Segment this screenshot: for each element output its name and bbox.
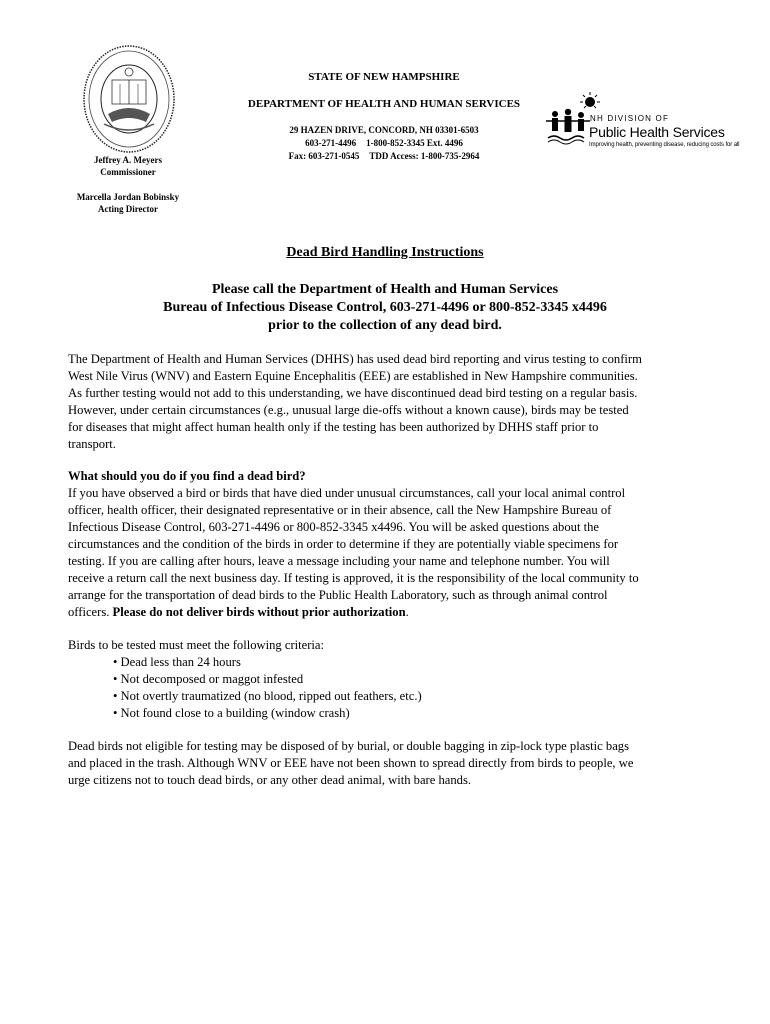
callout-line: prior to the collection of any dead bird.: [268, 318, 502, 333]
text-line: West Nile Virus (WNV) and Eastern Equine Encephalitis (EEE) are established in New Hampshire communities.: [68, 369, 638, 383]
text-line: Infectious Disease Control, 603-271-4496 or 800-852-3345 x4496. You will be asked questions about the: [68, 520, 599, 534]
list-item: • Not found close to a building (window crash): [113, 706, 350, 720]
callout-line: Bureau of Infectious Disease Control, 603-271-4496 or 800-852-3345 x4496: [163, 300, 607, 315]
state-seal-icon: [82, 44, 176, 154]
text-line: testing. If you are calling after hours, leave a message including your name and telephone number. You will: [68, 554, 610, 568]
logo-tagline: Improving health, preventing disease, reducing costs for all: [589, 142, 740, 148]
text-line: Dead birds not eligible for testing may be disposed of by burial, or double bagging in zip-lock type plastic bags: [68, 739, 629, 753]
official-title: Acting Director: [97, 204, 159, 214]
text-line: receive a return call the next business day. If testing is approved, it is the responsibility of the local community to: [68, 571, 639, 585]
list-item: • Not decomposed or maggot infested: [113, 672, 304, 686]
text-fragment: officers.: [68, 605, 113, 619]
question-heading: What should you do if you find a dead bird?: [68, 469, 306, 483]
text-line: officer, health officer, their designated representative or in their absence, call the New Hampshire Bureau of: [68, 503, 612, 517]
intro-paragraph: [68, 351, 708, 453]
text-line: urge citizens not to touch dead birds, or any other dead animal, with bare hands.: [68, 773, 471, 787]
address-line: 29 HAZEN DRIVE, CONCORD, NH 03301-6503: [289, 125, 479, 135]
text-line: As further testing would not add to this understanding, we have discontinued dead bird testing on a regular basis.: [68, 386, 638, 400]
text-line: However, under certain circumstances (e.g., unusual large die-offs without a known cause), birds may be tested: [68, 403, 629, 417]
official-name: Marcella Jordan Bobinsky: [76, 192, 180, 202]
text-line: arrange for the transportation of dead birds to the Public Health Laboratory, such as through animal control: [68, 588, 608, 602]
state-name: STATE OF NEW HAMPSHIRE: [308, 71, 460, 83]
text-line: transport.: [68, 437, 116, 451]
tdd: TDD Access: 1-800-735-2964: [369, 151, 480, 161]
fax-line: [200, 150, 568, 163]
text-line: [68, 604, 708, 621]
criteria-list: [113, 654, 422, 722]
text-line: The Department of Health and Human Services (DHHS) has used dead bird reporting and virus testing to confirm: [68, 352, 642, 366]
official-name: Jeffrey A. Meyers: [93, 155, 163, 165]
text-line: and placed in the trash. Although WNV or EEE have not been shown to spread directly from birds to people, we: [68, 756, 634, 770]
disposal-paragraph: [68, 738, 708, 789]
logo-name: Public Health Services: [589, 124, 725, 140]
phone-line: [200, 137, 568, 150]
phone-tollfree: 1-800-852-3345 Ext. 4496: [366, 138, 463, 148]
phone-main: 603-271-4496: [305, 138, 357, 148]
criteria-intro: Birds to be tested must meet the following criteria:: [68, 638, 325, 652]
text-fragment: .: [405, 605, 409, 619]
official-commissioner: [50, 154, 206, 178]
department-name: DEPARTMENT OF HEALTH AND HUMAN SERVICES: [247, 98, 521, 110]
official-director: [50, 191, 206, 215]
text-line: circumstances and the condition of the birds in order to determine if they are potentially viable specimens for: [68, 537, 619, 551]
callout-line: Please call the Department of Health and Human Services: [211, 282, 559, 297]
contact-block: [200, 124, 568, 163]
fax: Fax: 603-271-0545: [288, 151, 360, 161]
document-title: Dead Bird Handling Instructions: [286, 245, 484, 260]
text-line: If you have observed a bird or birds that have died under unusual circumstances, call your local animal control: [68, 486, 626, 500]
list-item: • Dead less than 24 hours: [113, 655, 241, 669]
authorization-warning: Please do not deliver birds without prior authorization: [112, 605, 406, 619]
list-item: • Not overtly traumatized (no blood, ripped out feathers, etc.): [113, 689, 422, 703]
official-title: Commissioner: [100, 167, 156, 177]
answer-paragraph: [68, 485, 708, 621]
text-line: for diseases that might affect human health only if the testing has been authorized by DHHS staff prior to: [68, 420, 599, 434]
logo-division: NH DIVISION OF: [590, 114, 670, 123]
